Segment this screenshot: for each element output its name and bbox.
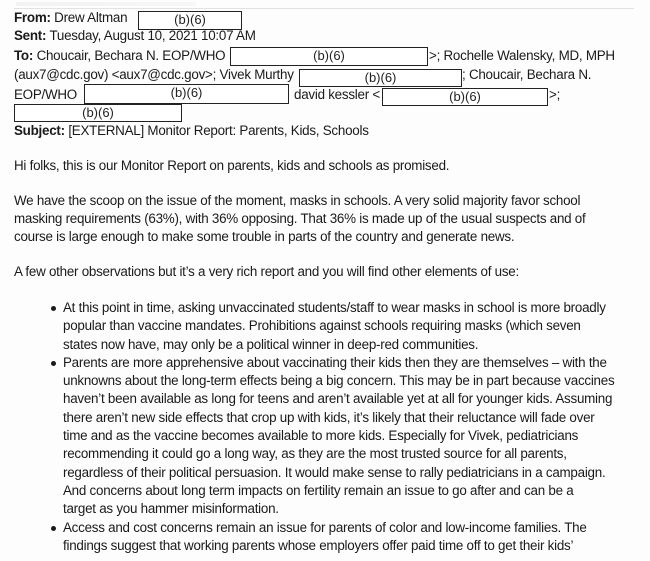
faded-header-text [16, 2, 196, 6]
bullet-icon [51, 306, 56, 311]
observations-list [63, 299, 643, 555]
bullet-line: states now have, may only be a political winner in deep-red communities. [63, 336, 479, 352]
bullet-line: regardless of their political persuasion. It would make sense to rally pediatricians in a campaign. [63, 464, 606, 480]
bullet-line: Parents are more apprehensive about vaccinating their kids then they are themselves – with the [63, 354, 607, 370]
to-line-3-end: >; [549, 87, 561, 102]
bullet-item-masks [63, 299, 643, 354]
bullet-line: target as you hammer misinformation. [63, 501, 279, 517]
bullet-line: At this point in time, asking unvaccinated students/staff to wear masks in school is more broadly [63, 300, 606, 315]
to-recipient-choucair: Choucair, Bechara N. EOP/WHO [36, 48, 226, 63]
subject-line [14, 122, 369, 140]
subject-label: Subject: [14, 123, 65, 138]
to-line-1 [14, 47, 225, 65]
to-recipient-choucair-2: ; Choucair, Bechara N. [462, 67, 592, 82]
bullet-item-vaccination [63, 354, 643, 519]
bullet-line: And concerns about long term impacts on fertility remain an issue to go after and can be a [63, 482, 574, 498]
redaction-box-to-4: (b)(6) [382, 88, 548, 106]
to-recipient-walensky: >; Rochelle Walensky, MD, MPH [429, 48, 615, 63]
bullet-line: haven’t been available as long for teens and aren’t available yet at all for younger kids. Assuming [63, 391, 613, 407]
from-name: Drew Altman [54, 10, 128, 25]
bullet-line: findings suggest that working parents whose employers offer paid time off to get their kids’ [63, 537, 574, 553]
to-label: To: [14, 48, 34, 63]
sent-label: Sent: [14, 28, 47, 43]
redaction-box-from: (b)(6) [138, 11, 242, 30]
bullet-line: time and as the vaccine becomes available to more kids. Especially for Vivek, pediatricians [63, 428, 579, 444]
bullet-line: recommending it could go a long way, as they are the most trusted source for all parents, [63, 446, 567, 462]
to-line-3: EOP/WHO [14, 87, 77, 102]
bullet-item-access-cost [63, 519, 643, 556]
bullet-line: unknowns about the long-term effects being a big concern. This may be in part because vaccines [63, 373, 615, 389]
sent-line [14, 27, 256, 45]
paragraph-masks [14, 192, 634, 246]
redaction-box-to-3: (b)(6) [84, 84, 289, 104]
to-line-2: (aux7@cdc.gov) <aux7@cdc.gov>; Vivek Murthy [14, 67, 294, 82]
subject-value: [EXTERNAL] Monitor Report: Parents, Kids, Schools [68, 123, 369, 138]
bullet-line: popular than vaccine mandates. Prohibitions against schools requiring masks (which seven [63, 318, 581, 334]
bullet-icon [51, 526, 56, 531]
greeting: Hi folks, this is our Monitor Report on parents, kids and schools as promised. [14, 158, 450, 173]
from-label: From: [14, 10, 51, 25]
intro-observations: A few other observations but it’s a very rich report and you will find other elements of use: [14, 264, 519, 279]
paragraph-line: course is large enough to make some trouble in parts of the country and generate news. [14, 229, 515, 244]
bullet-line: Access and cost concerns remain an issue for parents of color and low-income families. The [63, 519, 587, 535]
from-line [14, 9, 127, 27]
redaction-box-to-2: (b)(6) [299, 69, 462, 87]
redaction-box-to-5: (b)(6) [14, 104, 182, 122]
paragraph-line: We have the scoop on the issue of the moment, masks in schools. A very solid majority favor school [14, 193, 581, 208]
bullet-icon [51, 361, 56, 366]
paragraph-line: masking requirements (63%), with 36% opposing. That 36% is made up of the usual suspects and of [14, 211, 586, 226]
sent-value: Tuesday, August 10, 2021 10:07 AM [49, 28, 256, 43]
redaction-box-to-1: (b)(6) [230, 47, 428, 66]
to-recipient-kessler: david kessler < [294, 87, 380, 102]
bullet-line: there aren’t new side effects that crop up with kids, it’s likely that their reluctance will fade over [63, 409, 595, 425]
